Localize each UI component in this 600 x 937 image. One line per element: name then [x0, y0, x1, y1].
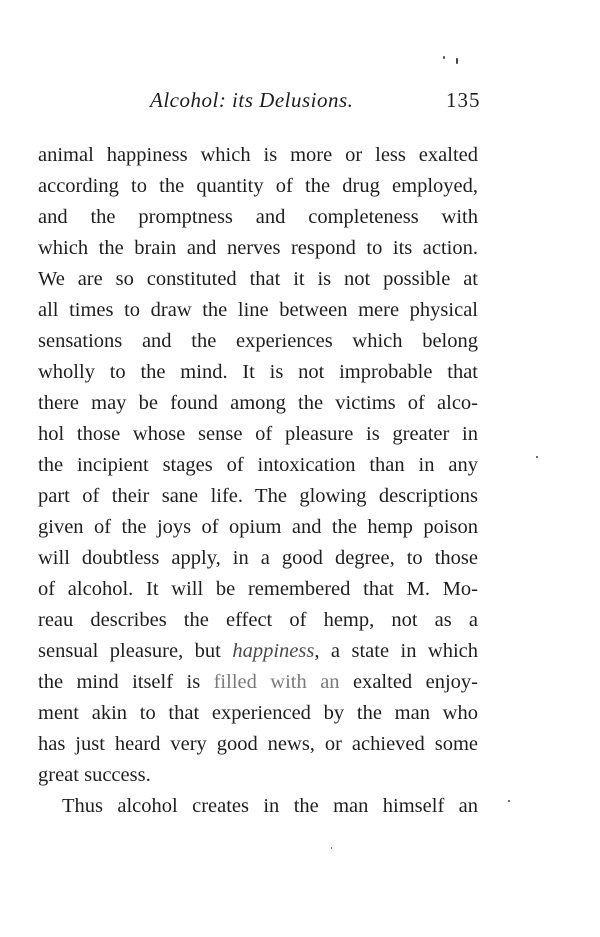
text-line: of alcohol. It will be remembered that M. Mo- [38, 578, 478, 600]
print-speck [331, 847, 332, 849]
print-speck [536, 456, 538, 458]
text-line: given of the joys of opium and the hemp poison [38, 516, 478, 538]
text-fragment: the mind itself is [38, 671, 214, 693]
text-line: animal happiness which is more or less exalted [38, 144, 478, 166]
italic-word: happiness [232, 640, 315, 662]
print-speck [508, 800, 510, 802]
text-line: and the promptness and completeness with [38, 206, 478, 228]
text-line: We are so constituted that it is not possible at [38, 268, 478, 290]
page-number: 135 [446, 88, 481, 112]
text-line: which the brain and nerves respond to its action. [38, 237, 478, 259]
body-text [38, 140, 478, 822]
text-line [38, 667, 478, 698]
text-line: has just heard very good news, or achieved some [38, 733, 478, 755]
text-line: the incipient stages of intoxication than in any [38, 454, 478, 476]
text-line: sensations and the experiences which belong [38, 330, 478, 352]
running-title: Alcohol: its Delusions. [150, 88, 354, 112]
text-line: hol those whose sense of pleasure is greater in [38, 423, 478, 445]
text-line [38, 636, 478, 667]
text-line: all times to draw the line between mere physical [38, 299, 478, 321]
faded-text: filled with an [213, 671, 340, 693]
text-fragment: , a state in which [314, 640, 479, 662]
paragraph-end-line: great success. [38, 764, 151, 786]
text-fragment: sensual pleasure, but [38, 640, 233, 662]
text-line: part of their sane life. The glowing descriptions [38, 485, 478, 507]
text-line: will doubtless apply, in a good degree, to those [38, 547, 478, 569]
text-fragment: exalted enjoy- [339, 671, 478, 693]
text-line: there may be found among the victims of alco- [38, 392, 478, 414]
next-paragraph-line: Thus alcohol creates in the man himself an [62, 795, 478, 817]
print-speck [456, 58, 458, 64]
text-line: ment akin to that experienced by the man who [38, 702, 478, 724]
page-header [0, 88, 600, 118]
print-speck [443, 56, 445, 59]
text-line: wholly to the mind. It is not improbable that [38, 361, 478, 383]
text-line: according to the quantity of the drug employed, [38, 175, 478, 197]
text-line: reau describes the effect of hemp, not as a [38, 609, 478, 631]
